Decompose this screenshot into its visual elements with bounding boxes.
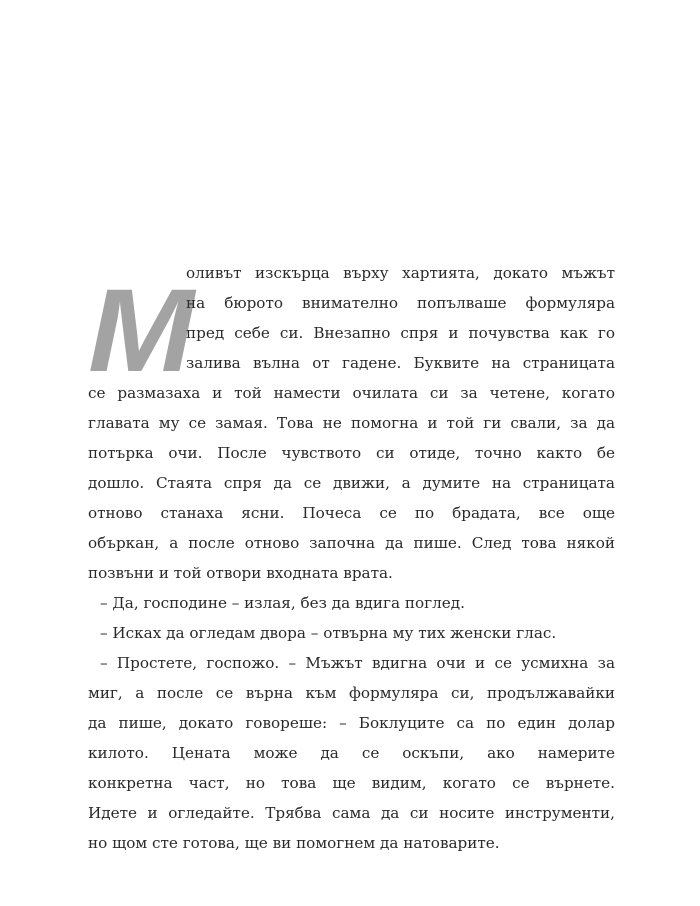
text-line-7: потърка очи. После чувството си отиде, точно както бе xyxy=(88,444,615,462)
dialogue-line-1: – Да, господине – излая, без да вдига поглед. xyxy=(100,594,465,612)
text-line-20: но щом сте готова, ще ви помогнем да натоварите. xyxy=(88,834,500,852)
text-line-18: конкретна част, но това ще видим, когато се върнете. xyxy=(88,774,615,792)
dialogue-line-3: – Простете, госпожо. – Мъжът вдигна очи и се усмихна за xyxy=(100,654,615,672)
drop-cap-letter: М xyxy=(88,265,190,397)
text-line-5: се размазаха и той намести очилата си за четене, когато xyxy=(88,384,615,402)
text-line-19: Идете и огледайте. Трябва сама да си носите инструменти, xyxy=(88,804,615,822)
text-line-11: позвъни и той отвори входната врата. xyxy=(88,564,393,582)
text-line-8: дошло. Стаята спря да се движи, а думите на страницата xyxy=(88,474,615,492)
dialogue-line-2: – Исках да огледам двора – отвърна му тих женски глас. xyxy=(100,624,557,642)
text-line-9: отново станаха ясни. Почеса се по брадата, все още xyxy=(88,504,615,522)
text-line-16: да пише, докато говореше: – Боклуците са по един долар xyxy=(88,714,615,732)
text-line-3: пред себе си. Внезапно спря и почувства как го xyxy=(186,324,615,342)
text-line-15: миг, а после се върна към формуляра си, продължавайки xyxy=(88,684,615,702)
text-line-10: объркан, а после отново започна да пише. След това някой xyxy=(88,534,615,552)
text-line-6: главата му се замая. Това не помогна и той ги свали, за да xyxy=(88,414,615,432)
text-line-1: оливът изскърца върху хартията, докато мъжът xyxy=(186,264,615,282)
text-line-17: килото. Цената може да се оскъпи, ако намерите xyxy=(88,744,615,762)
text-line-2: на бюрото внимателно попълваше формуляра xyxy=(186,294,615,312)
text-line-4: залива вълна от гадене. Буквите на страницата xyxy=(186,354,615,372)
